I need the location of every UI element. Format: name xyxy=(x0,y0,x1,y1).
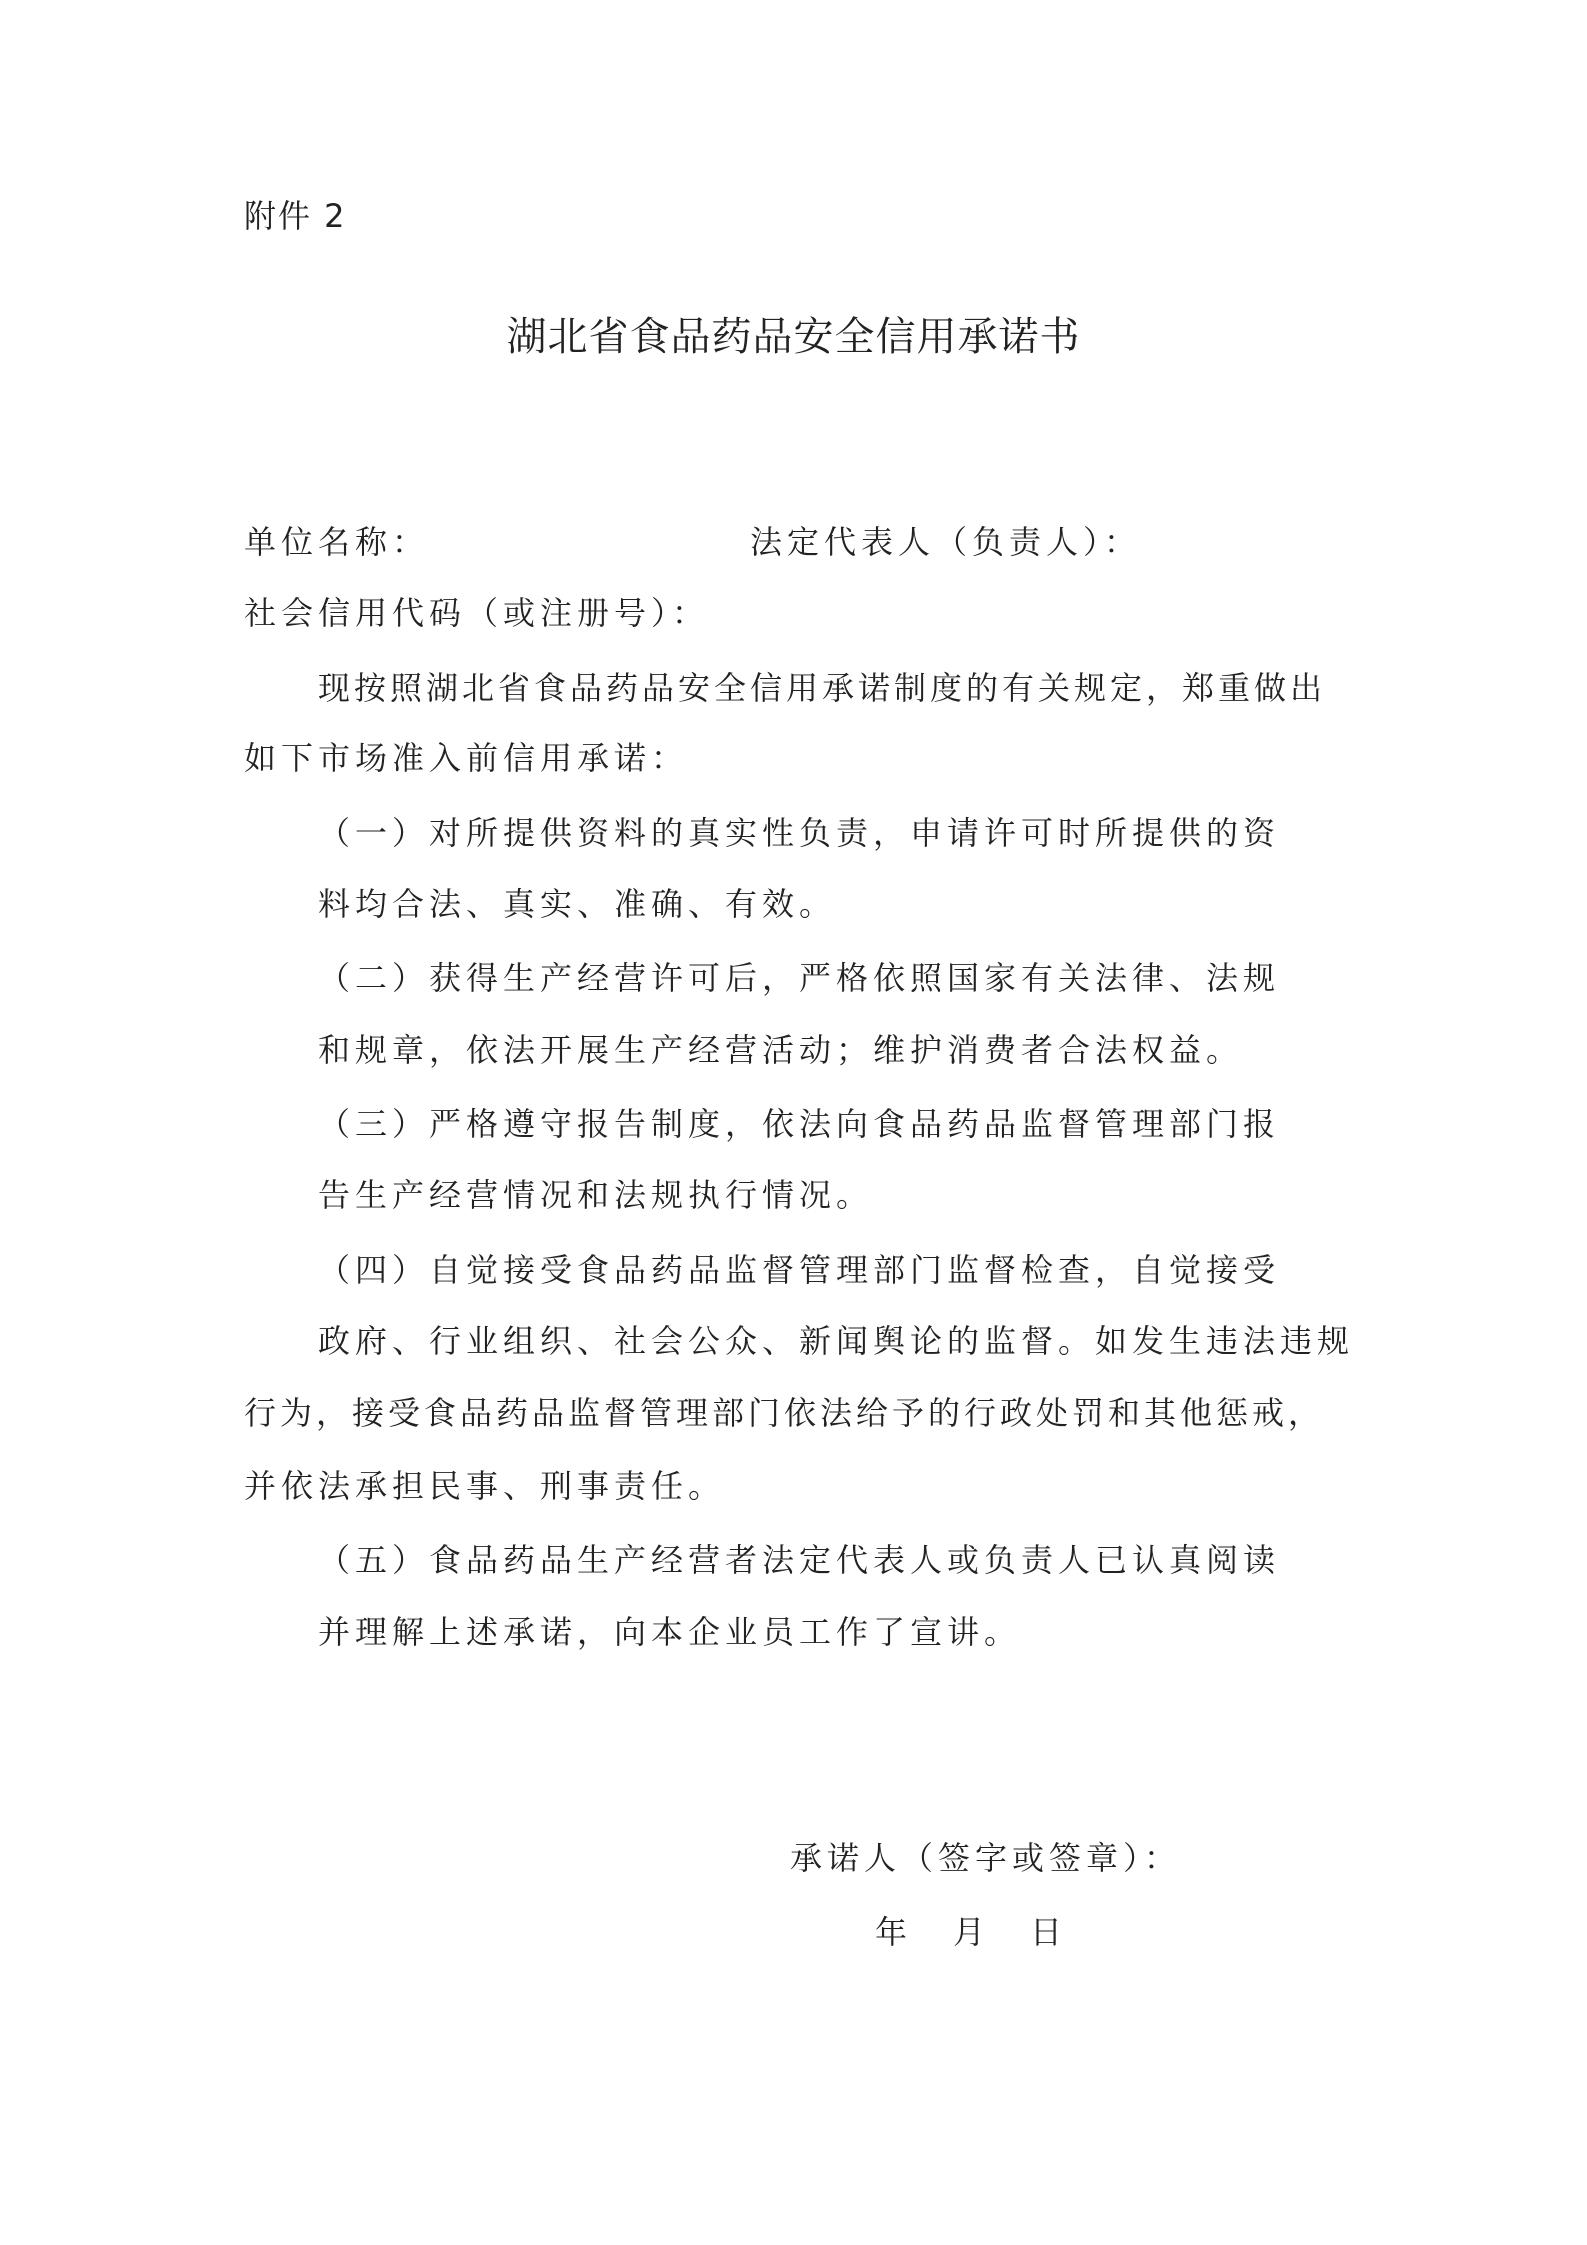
item-1-line-2: 料均合法、真实、准确、有效。 xyxy=(318,885,837,923)
promisor-signature-label: 承诺人（签字或签章）： xyxy=(790,1839,1182,1877)
document-title: 湖北省食品药品安全信用承诺书 xyxy=(506,314,1081,360)
intro-line-1: 现按照湖北省食品药品安全信用承诺制度的有关规定，郑重做出 xyxy=(318,669,1327,707)
date-day-label: 日 xyxy=(1030,1913,1063,1951)
item-5-line-2: 并理解上述承诺，向本企业员工作了宣讲。 xyxy=(318,1613,1022,1651)
item-5-line-1: （五）食品药品生产经营者法定代表人或负责人已认真阅读 xyxy=(318,1541,1281,1579)
item-4-line-1: （四）自觉接受食品药品监督管理部门监督检查，自觉接受 xyxy=(318,1251,1281,1289)
intro-line-2: 如下市场准入前信用承诺： xyxy=(244,739,689,777)
item-4-line-3: 行为，接受食品药品监督管理部门依法给予的行政处罚和其他惩戒， xyxy=(244,1394,1325,1432)
date-month-label: 月 xyxy=(953,1913,986,1951)
attachment-label: 附件 2 xyxy=(244,197,347,235)
credit-code-label: 社会信用代码（或注册号）： xyxy=(244,594,710,632)
item-1-line-1: （一）对所提供资料的真实性负责，申请许可时所提供的资 xyxy=(318,814,1281,852)
item-3-line-2: 告生产经营情况和法规执行情况。 xyxy=(318,1176,874,1214)
item-2-line-2: 和规章，依法开展生产经营活动；维护消费者合法权益。 xyxy=(318,1031,1244,1069)
item-4-line-2: 政府、行业组织、社会公众、新闻舆论的监督。如发生违法违规 xyxy=(318,1322,1355,1360)
date-year-label: 年 xyxy=(875,1913,908,1951)
item-2-line-1: （二）获得生产经营许可后，严格依照国家有关法律、法规 xyxy=(318,959,1281,997)
item-3-line-1: （三）严格遵守报告制度，依法向食品药品监督管理部门报 xyxy=(318,1105,1281,1143)
unit-name-label: 单位名称： xyxy=(244,523,430,561)
item-4-line-4: 并依法承担民事、刑事责任。 xyxy=(244,1467,726,1505)
legal-representative-label: 法定代表人（负责人）： xyxy=(750,523,1142,561)
